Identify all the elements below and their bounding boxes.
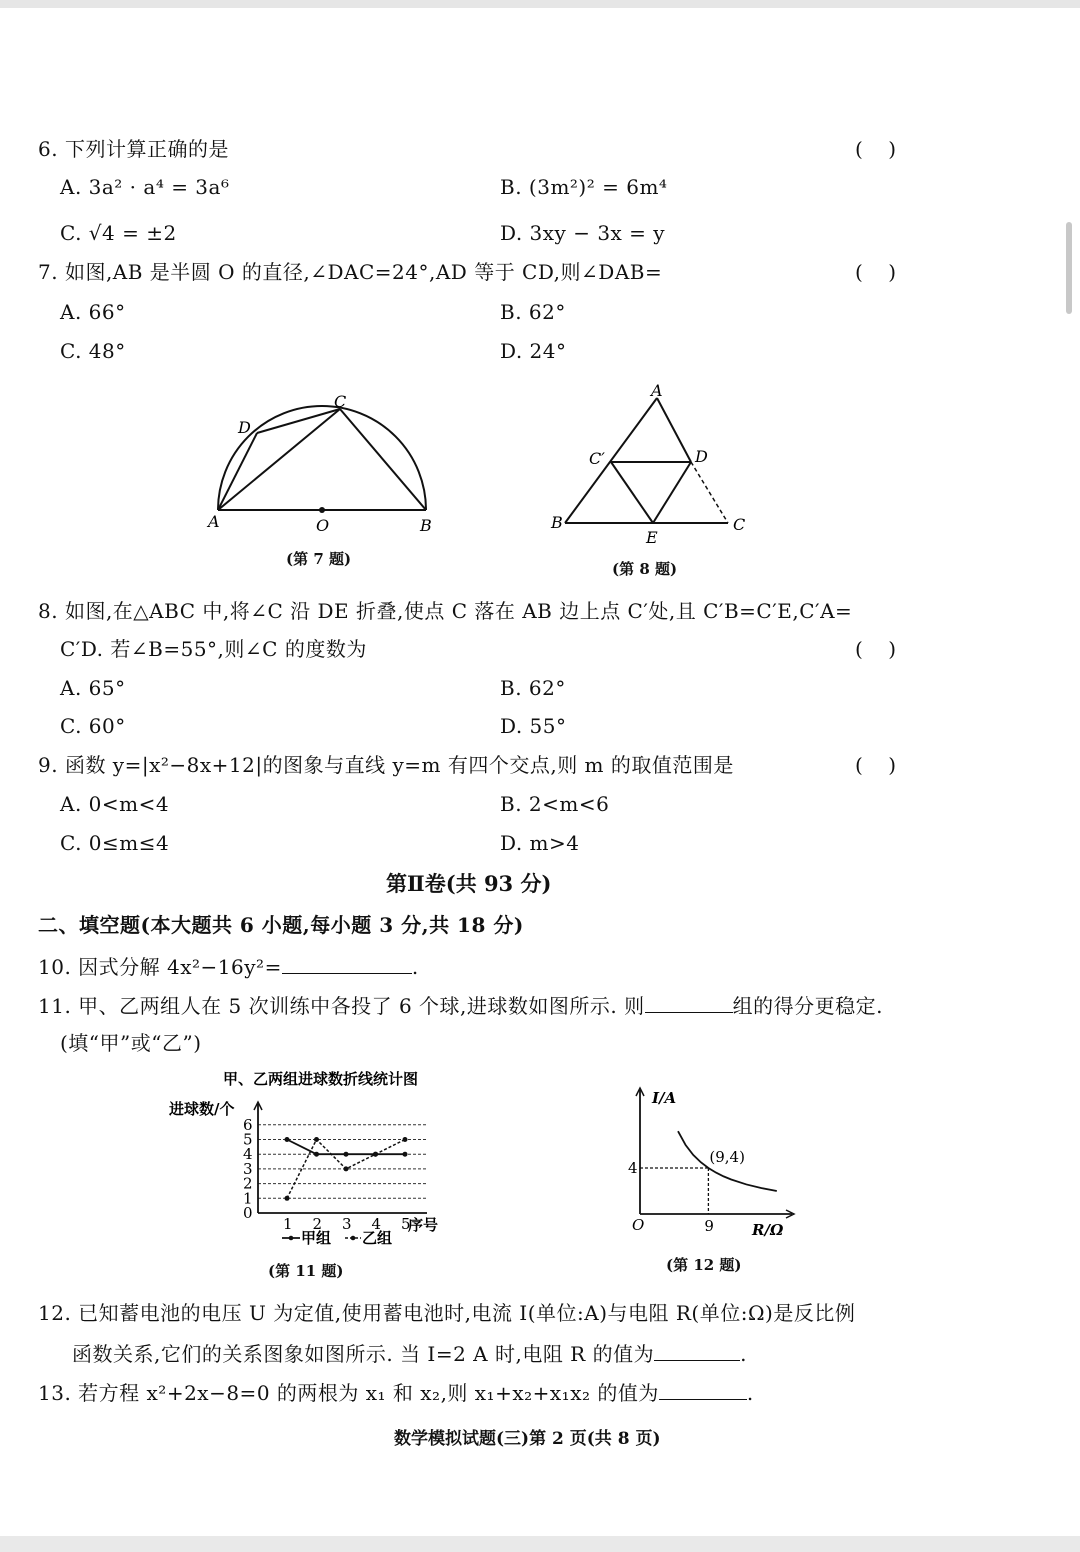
q8-stem-line2: C′D. 若∠B=55°,则∠C 的度数为: [60, 637, 367, 661]
y-tick-label: 3: [243, 1159, 253, 1178]
label-a: A: [208, 512, 220, 531]
series-yi-point: [403, 1137, 408, 1142]
series-jia-point: [314, 1152, 319, 1157]
x-mark-label: 9: [704, 1217, 714, 1235]
q9-option-b: B. 2<m<6: [500, 792, 610, 816]
q10-text: 10. 因式分解 4x²−16y²=: [38, 955, 282, 979]
q12-period: .: [740, 1342, 747, 1366]
y-tick-label: 6: [243, 1115, 253, 1134]
q7-option-a: A. 66°: [60, 300, 126, 324]
q7-option-b: B. 62°: [500, 300, 566, 324]
x-tick-label: 2: [312, 1215, 323, 1233]
q7-stem: 7. 如图,AB 是半圆 O 的直径,∠DAC=24°,AD 等于 CD,则∠DAB=: [38, 260, 663, 284]
figure-q7-semicircle: [200, 385, 450, 545]
legend-dashed-label: 乙组: [362, 1229, 393, 1247]
segment-c-prime-e: [611, 462, 653, 523]
q7-option-c: C. 48°: [60, 339, 126, 363]
label-c: C: [334, 392, 347, 411]
legend-solid-label: 甲组: [301, 1229, 332, 1247]
q9-answer-bracket: ( ): [855, 753, 897, 777]
q13-text: 13. 若方程 x²+2x−8=0 的两根为 x₁ 和 x₂,则 x₁+x₂+x₁x₂ 的值为: [38, 1381, 659, 1405]
chart11-title: 甲、乙两组进球数折线统计图: [223, 1070, 419, 1088]
label-b: B: [551, 513, 563, 532]
q12-figure-caption: (第 12 题): [666, 1256, 742, 1274]
q10-period: .: [411, 955, 419, 979]
label-d: D: [238, 418, 251, 437]
q11-text-end: 组的得分更稳定.: [732, 994, 883, 1018]
q6-option-b: B. (3m²)² = 6m⁴: [500, 175, 668, 199]
chart11-legend: [282, 1229, 392, 1247]
label-d: D: [695, 447, 708, 466]
q13-period: .: [746, 1381, 754, 1405]
series-yi-point: [314, 1137, 319, 1142]
chart11-ylabel: 进球数/个: [169, 1100, 235, 1118]
x-tick-label: 3: [342, 1215, 352, 1233]
y-tick-label: 2: [243, 1174, 253, 1193]
y-tick-label: 1: [243, 1189, 253, 1208]
section-2-title: 二、填空题(本大题共 6 小题,每小题 3 分,共 18 分): [38, 913, 524, 937]
chord-ac: [218, 409, 340, 510]
series-yi-point: [285, 1196, 290, 1201]
figure-q12-inverse-chart: [610, 1078, 800, 1248]
q9-option-d: D. m>4: [500, 831, 580, 855]
y-mark-label: 4: [628, 1159, 638, 1177]
page-footer: 数学模拟试题(三)第 2 页(共 8 页): [394, 1429, 661, 1449]
label-a: A: [651, 381, 663, 400]
q10-answer-blank[interactable]: [282, 953, 412, 974]
q8-option-c: C. 60°: [60, 714, 126, 738]
top-edge: [0, 0, 1080, 8]
q6-option-a: A. 3a² · a⁴ = 3a⁶: [60, 175, 230, 199]
label-o: O: [316, 516, 330, 535]
x-tick-label: 1: [283, 1215, 293, 1233]
y-tick-label: 5: [243, 1130, 253, 1149]
q9-stem: 9. 函数 y=|x²−8x+12|的图象与直线 y=m 有四个交点,则 m 的取值范围是: [38, 753, 734, 777]
legend-dashed-marker: [351, 1236, 356, 1241]
figure-q8-triangle: [545, 380, 765, 550]
x-tick-label: 5: [401, 1215, 411, 1233]
q6-answer-bracket: ( ): [855, 137, 897, 161]
part-2-title: 第Ⅱ卷(共 93 分): [386, 871, 552, 896]
q6-stem: 6. 下列计算正确的是: [38, 137, 229, 161]
chart12-origin: O: [632, 1216, 645, 1234]
legend-solid-marker: [289, 1236, 294, 1241]
segment-de: [653, 462, 691, 523]
q8-stem-line1: 8. 如图,在△ABC 中,将∠C 沿 DE 折叠,使点 C 落在 AB 边上点 C′处,且 C′B=C′E,C′A=: [38, 599, 853, 623]
q10-line: [38, 953, 419, 980]
scrollbar-thumb[interactable]: [1066, 222, 1072, 314]
q6-option-c: C. √4 = ±2: [60, 221, 177, 245]
point-label: (9,4): [709, 1148, 745, 1166]
q6-option-d: D. 3xy − 3x = y: [500, 221, 666, 245]
q12-answer-blank[interactable]: [654, 1340, 740, 1361]
x-tick-label: 4: [371, 1215, 382, 1233]
q8-option-b: B. 62°: [500, 676, 566, 700]
q9-option-a: A. 0<m<4: [60, 792, 170, 816]
series-jia-point: [403, 1152, 408, 1157]
y-tick-label: 4: [243, 1145, 253, 1164]
q11-answer-blank[interactable]: [645, 992, 733, 1013]
q7-answer-bracket: ( ): [855, 260, 897, 284]
label-c-prime: C′: [589, 449, 605, 468]
label-c: C: [733, 515, 746, 534]
q12-line2: [72, 1340, 747, 1367]
side-ab: [565, 398, 657, 523]
chart11-xlabel: 序号: [408, 1216, 439, 1234]
q7-option-d: D. 24°: [500, 339, 567, 363]
chart12-ylabel: I/A: [652, 1089, 677, 1107]
center-point: [319, 507, 325, 513]
chart12-xlabel: R/Ω: [752, 1221, 784, 1239]
series-yi-point: [344, 1166, 349, 1171]
series-jia-point: [344, 1152, 349, 1157]
label-e: E: [646, 528, 658, 547]
q12-line1: 12. 已知蓄电池的电压 U 为定值,使用蓄电池时,电流 I(单位:A)与电阻 R(单位:Ω)是反比例: [38, 1301, 856, 1325]
q8-answer-bracket: ( ): [855, 637, 897, 661]
q7-figure-caption: (第 7 题): [286, 550, 352, 568]
bottom-edge: [0, 1536, 1080, 1552]
q13-answer-blank[interactable]: [659, 1379, 747, 1400]
q11-figure-caption: (第 11 题): [268, 1262, 344, 1280]
chord-ad: [218, 433, 257, 510]
dashed-dc: [691, 462, 728, 523]
q9-option-c: C. 0≤m≤4: [60, 831, 170, 855]
series-yi-point: [373, 1152, 378, 1157]
q8-option-a: A. 65°: [60, 676, 126, 700]
label-b: B: [420, 516, 432, 535]
side-ad: [657, 398, 691, 462]
q11-line1: [38, 992, 883, 1019]
q8-figure-caption: (第 8 题): [612, 560, 678, 578]
figure-q11-line-chart: [165, 1062, 465, 1252]
q11-line2: (填“甲”或“乙”): [60, 1031, 202, 1055]
q8-option-d: D. 55°: [500, 714, 567, 738]
q11-text: 11. 甲、乙两组人在 5 次训练中各投了 6 个球,进球数如图所示. 则: [38, 994, 645, 1018]
series-jia-point: [285, 1137, 290, 1142]
q12-text: 函数关系,它们的关系图象如图所示. 当 I=2 A 时,电阻 R 的值为: [72, 1342, 655, 1366]
q13-line: [38, 1379, 754, 1406]
y-tick-label: 0: [243, 1204, 253, 1222]
